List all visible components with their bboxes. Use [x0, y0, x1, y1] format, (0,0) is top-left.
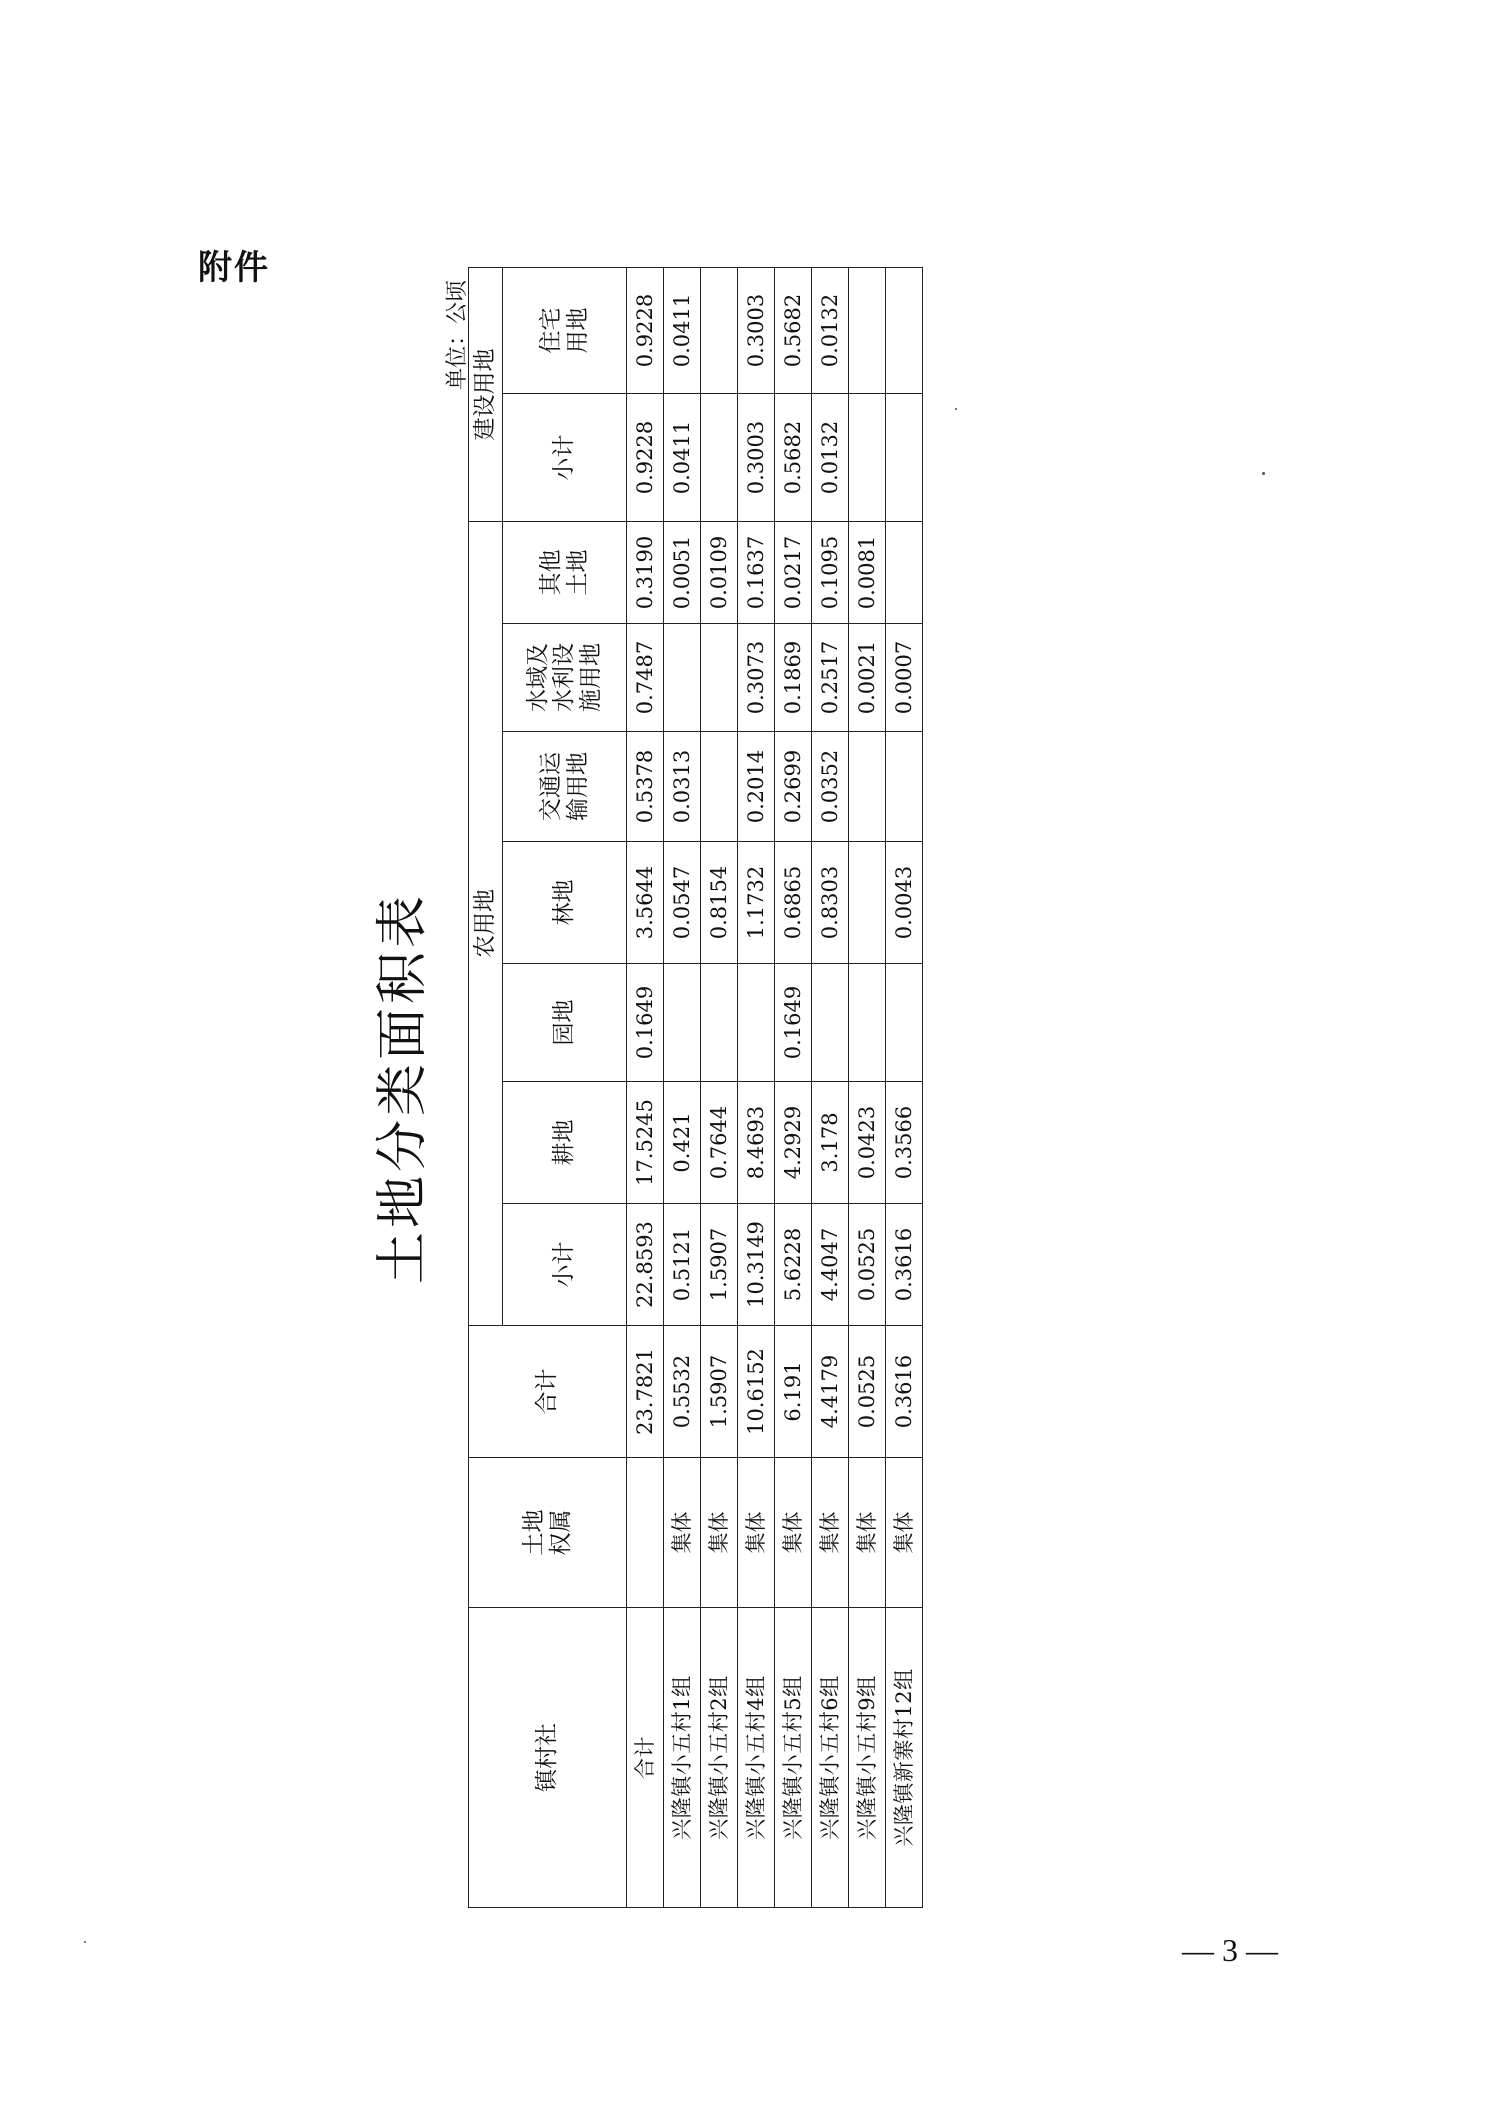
cell-water: 0.0007	[886, 624, 923, 732]
cell-transport	[849, 732, 886, 842]
cell-transport	[701, 732, 738, 842]
cell-agri-subtotal: 4.4047	[812, 1204, 849, 1326]
cell-village: 兴隆镇小五村6组	[812, 1608, 849, 1908]
scan-speck	[84, 1941, 86, 1943]
cell-garden	[812, 964, 849, 1082]
rotated-table-block	[360, 268, 920, 1908]
cell-other: 0.3190	[627, 522, 664, 624]
cell-total: 0.3616	[886, 1326, 923, 1458]
cell-total: 0.5532	[664, 1326, 701, 1458]
cell-other: 0.0051	[664, 522, 701, 624]
table-row	[775, 268, 812, 1908]
header-residential: 住宅 用地	[503, 268, 627, 394]
cell-garden: 0.1649	[775, 964, 812, 1082]
cell-forest: 0.8154	[701, 842, 738, 964]
cell-water: 0.2517	[812, 624, 849, 732]
table-title: 土地分类面积表	[373, 892, 433, 1285]
cell-build-subtotal: 0.0132	[812, 394, 849, 522]
cell-village: 兴隆镇小五村4组	[738, 1608, 775, 1908]
header-build-subtotal: 小计	[503, 394, 627, 522]
cell-cultivated: 17.5245	[627, 1082, 664, 1204]
header-total: 合计	[469, 1326, 627, 1458]
cell-ownership: 集体	[738, 1458, 775, 1608]
cell-garden	[849, 964, 886, 1082]
table-row	[886, 268, 923, 1908]
cell-village: 兴隆镇小五村5组	[775, 1608, 812, 1908]
cell-other: 0.1095	[812, 522, 849, 624]
cell-transport: 0.0352	[812, 732, 849, 842]
cell-total: 23.7821	[627, 1326, 664, 1458]
cell-forest	[849, 842, 886, 964]
cell-garden	[664, 964, 701, 1082]
cell-total: 4.4179	[812, 1326, 849, 1458]
cell-forest: 0.0043	[886, 842, 923, 964]
table-row	[812, 268, 849, 1908]
cell-garden	[701, 964, 738, 1082]
cell-build-subtotal	[849, 394, 886, 522]
cell-agri-subtotal: 5.6228	[775, 1204, 812, 1326]
attachment-label: 附件	[198, 248, 270, 288]
cell-agri-subtotal: 22.8593	[627, 1204, 664, 1326]
cell-transport	[886, 732, 923, 842]
cell-transport: 0.5378	[627, 732, 664, 842]
cell-total: 1.5907	[701, 1326, 738, 1458]
header-ownership: 土地 权属	[469, 1458, 627, 1608]
cell-agri-subtotal: 0.3616	[886, 1204, 923, 1326]
header-garden: 园地	[503, 964, 627, 1082]
cell-cultivated: 0.0423	[849, 1082, 886, 1204]
cell-water: 0.7487	[627, 624, 664, 732]
cell-village: 合计	[627, 1608, 664, 1908]
cell-build-subtotal	[701, 394, 738, 522]
cell-residential: 0.9228	[627, 268, 664, 394]
cell-total: 10.6152	[738, 1326, 775, 1458]
cell-residential: 0.5682	[775, 268, 812, 394]
cell-other: 0.0081	[849, 522, 886, 624]
cell-village: 兴隆镇新寨村12组	[886, 1608, 923, 1908]
cell-cultivated: 0.7644	[701, 1082, 738, 1204]
cell-cultivated: 3.178	[812, 1082, 849, 1204]
cell-garden	[886, 964, 923, 1082]
cell-residential: 0.0411	[664, 268, 701, 394]
cell-agri-subtotal: 10.3149	[738, 1204, 775, 1326]
cell-build-subtotal: 0.3003	[738, 394, 775, 522]
cell-other: 0.1637	[738, 522, 775, 624]
header-construction-land: 建设用地	[469, 268, 503, 522]
header-water: 水域及 水利设 施用地	[503, 624, 627, 732]
header-cultivated: 耕地	[503, 1082, 627, 1204]
cell-forest: 0.6865	[775, 842, 812, 964]
cell-build-subtotal: 0.0411	[664, 394, 701, 522]
cell-village: 兴隆镇小五村1组	[664, 1608, 701, 1908]
cell-ownership: 集体	[886, 1458, 923, 1608]
cell-residential: 0.3003	[738, 268, 775, 394]
cell-agri-subtotal: 0.0525	[849, 1204, 886, 1326]
cell-transport: 0.2699	[775, 732, 812, 842]
cell-ownership: 集体	[812, 1458, 849, 1608]
cell-village: 兴隆镇小五村9组	[849, 1608, 886, 1908]
table-row	[849, 268, 886, 1908]
header-agricultural-land: 农用地	[469, 522, 503, 1326]
cell-water: 0.1869	[775, 624, 812, 732]
cell-garden: 0.1649	[627, 964, 664, 1082]
cell-total: 6.191	[775, 1326, 812, 1458]
cell-transport: 0.0313	[664, 732, 701, 842]
table-row	[627, 268, 664, 1908]
cell-build-subtotal: 0.5682	[775, 394, 812, 522]
cell-build-subtotal: 0.9228	[627, 394, 664, 522]
cell-water	[664, 624, 701, 732]
cell-total: 0.0525	[849, 1326, 886, 1458]
cell-forest: 1.1732	[738, 842, 775, 964]
cell-agri-subtotal: 1.5907	[701, 1204, 738, 1326]
cell-cultivated: 0.421	[664, 1082, 701, 1204]
cell-residential	[701, 268, 738, 394]
scan-speck	[955, 408, 957, 410]
cell-cultivated: 0.3566	[886, 1082, 923, 1204]
cell-cultivated: 8.4693	[738, 1082, 775, 1204]
header-forest: 林地	[503, 842, 627, 964]
header-agri-subtotal: 小计	[503, 1204, 627, 1326]
cell-cultivated: 4.2929	[775, 1082, 812, 1204]
land-classification-table	[468, 267, 923, 1908]
cell-ownership: 集体	[664, 1458, 701, 1608]
cell-garden	[738, 964, 775, 1082]
cell-ownership	[627, 1458, 664, 1608]
page-number: — 3 —	[1182, 1932, 1278, 1968]
cell-other	[886, 522, 923, 624]
cell-transport: 0.2014	[738, 732, 775, 842]
cell-agri-subtotal: 0.5121	[664, 1204, 701, 1326]
cell-residential	[849, 268, 886, 394]
cell-village: 兴隆镇小五村2组	[701, 1608, 738, 1908]
cell-ownership: 集体	[775, 1458, 812, 1608]
cell-residential: 0.0132	[812, 268, 849, 394]
header-transport: 交通运 输用地	[503, 732, 627, 842]
cell-ownership: 集体	[849, 1458, 886, 1608]
cell-build-subtotal	[886, 394, 923, 522]
table-row	[664, 268, 701, 1908]
cell-residential	[886, 268, 923, 394]
cell-other: 0.0109	[701, 522, 738, 624]
cell-forest: 3.5644	[627, 842, 664, 964]
cell-ownership: 集体	[701, 1458, 738, 1608]
table-row	[701, 268, 738, 1908]
header-village: 镇村社	[469, 1608, 627, 1908]
cell-forest: 0.8303	[812, 842, 849, 964]
header-other: 其他 土地	[503, 522, 627, 624]
table-row	[738, 268, 775, 1908]
cell-forest: 0.0547	[664, 842, 701, 964]
cell-other: 0.0217	[775, 522, 812, 624]
cell-water	[701, 624, 738, 732]
cell-water: 0.0021	[849, 624, 886, 732]
cell-water: 0.3073	[738, 624, 775, 732]
scan-speck	[1262, 472, 1265, 475]
unit-label: 单位：公顷	[445, 280, 470, 391]
